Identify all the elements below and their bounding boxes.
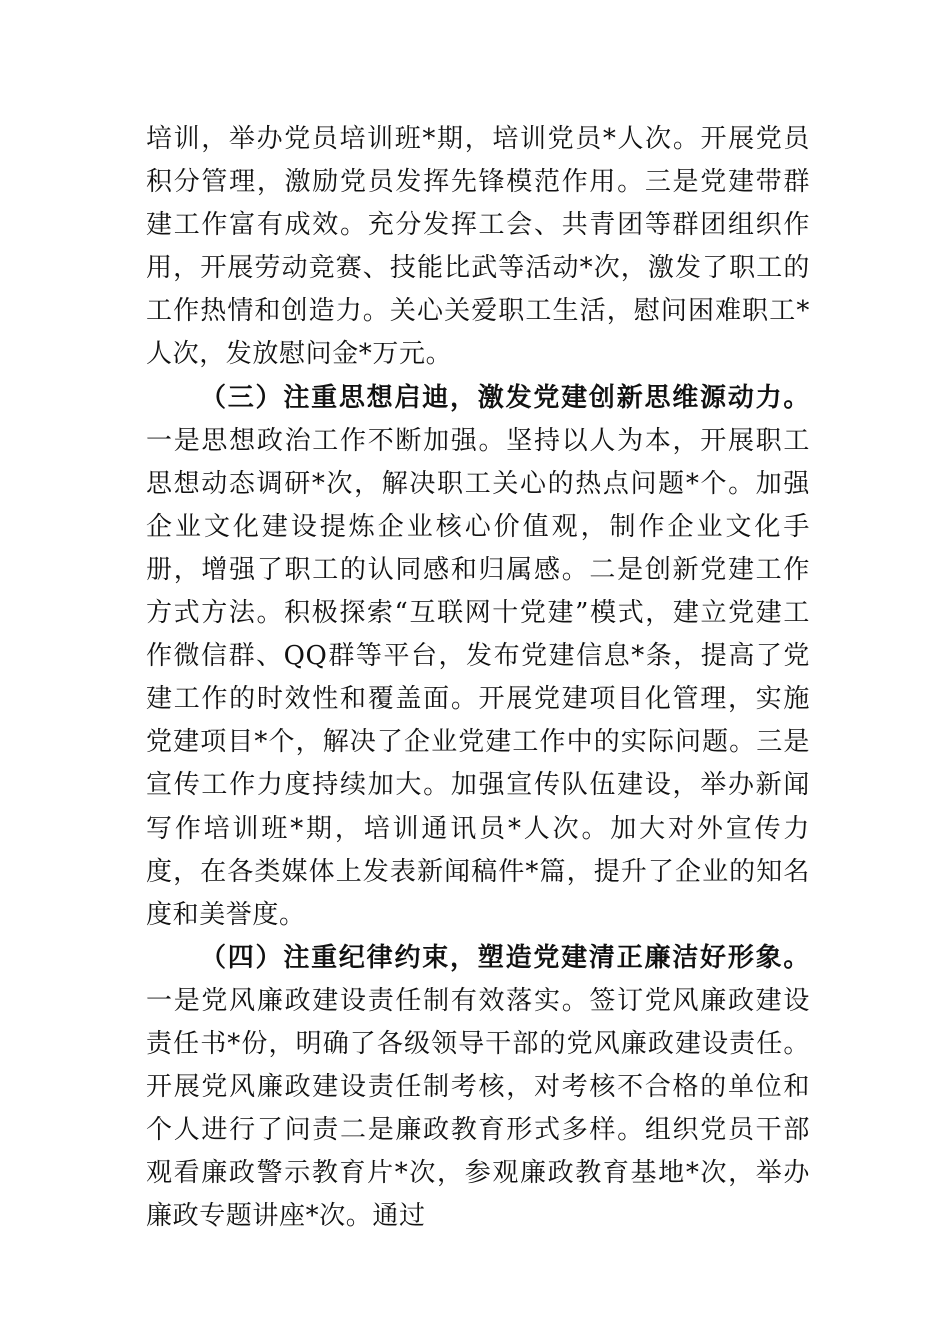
section-heading-three: （三）注重思想启迪，激发党建创新思维源动力。 bbox=[200, 382, 810, 413]
paragraph-section-three bbox=[146, 377, 810, 937]
paragraph-text: 一是思想政治工作不断加强。坚持以人为本，开展职工思想动态调研*次，解决职工关心的热点问题*个。加强企业文化建设提炼企业核心价值观，制作企业文化手册，增强了职工的认同感和归属感。二是创新党建工作方式方法。积极探索“互联网十党建”模式，建立党建工作微信群、QQ群等平台，发布党建信息*条，提高了党建工作的时效性和覆盖面。开展党建项目化管理，实施党建项目*个，解决了企业党建工作中的实际问题。三是宣传工作力度持续加大。加强宣传队伍建设，举办新闻写作培训班*期，培训通讯员*人次。加大对外宣传力度，在各类媒体上发表新闻稿件*篇，提升了企业的知名度和美誉度。 bbox=[146, 425, 810, 930]
document-body bbox=[146, 118, 810, 1238]
paragraph-text: 一是党风廉政建设责任制有效落实。签订党风廉政建设责任书*份，明确了各级领导干部的党风廉政建设责任。开展党风廉政建设责任制考核，对考核不合格的单位和个人进行了问责二是廉政教育形式多样。组织党员干部观看廉政警示教育片*次，参观廉政教育基地*次，举办廉政专题讲座*次。通过 bbox=[146, 985, 810, 1232]
paragraph-section-four bbox=[146, 937, 810, 1239]
paragraph-text: 培训，举办党员培训班*期，培训党员*人次。开展党员积分管理，激励党员发挥先锋模范作用。三是党建带群建工作富有成效。充分发挥工会、共青团等群团组织作用，开展劳动竞赛、技能比武等活动*次，激发了职工的工作热情和创造力。关心关爱职工生活，慰问困难职工*人次，发放慰问金*万元。 bbox=[146, 124, 810, 370]
section-heading-four: （四）注重纪律约束，塑造党建清正廉洁好形象。 bbox=[200, 942, 810, 973]
paragraph-continuation bbox=[146, 118, 810, 377]
